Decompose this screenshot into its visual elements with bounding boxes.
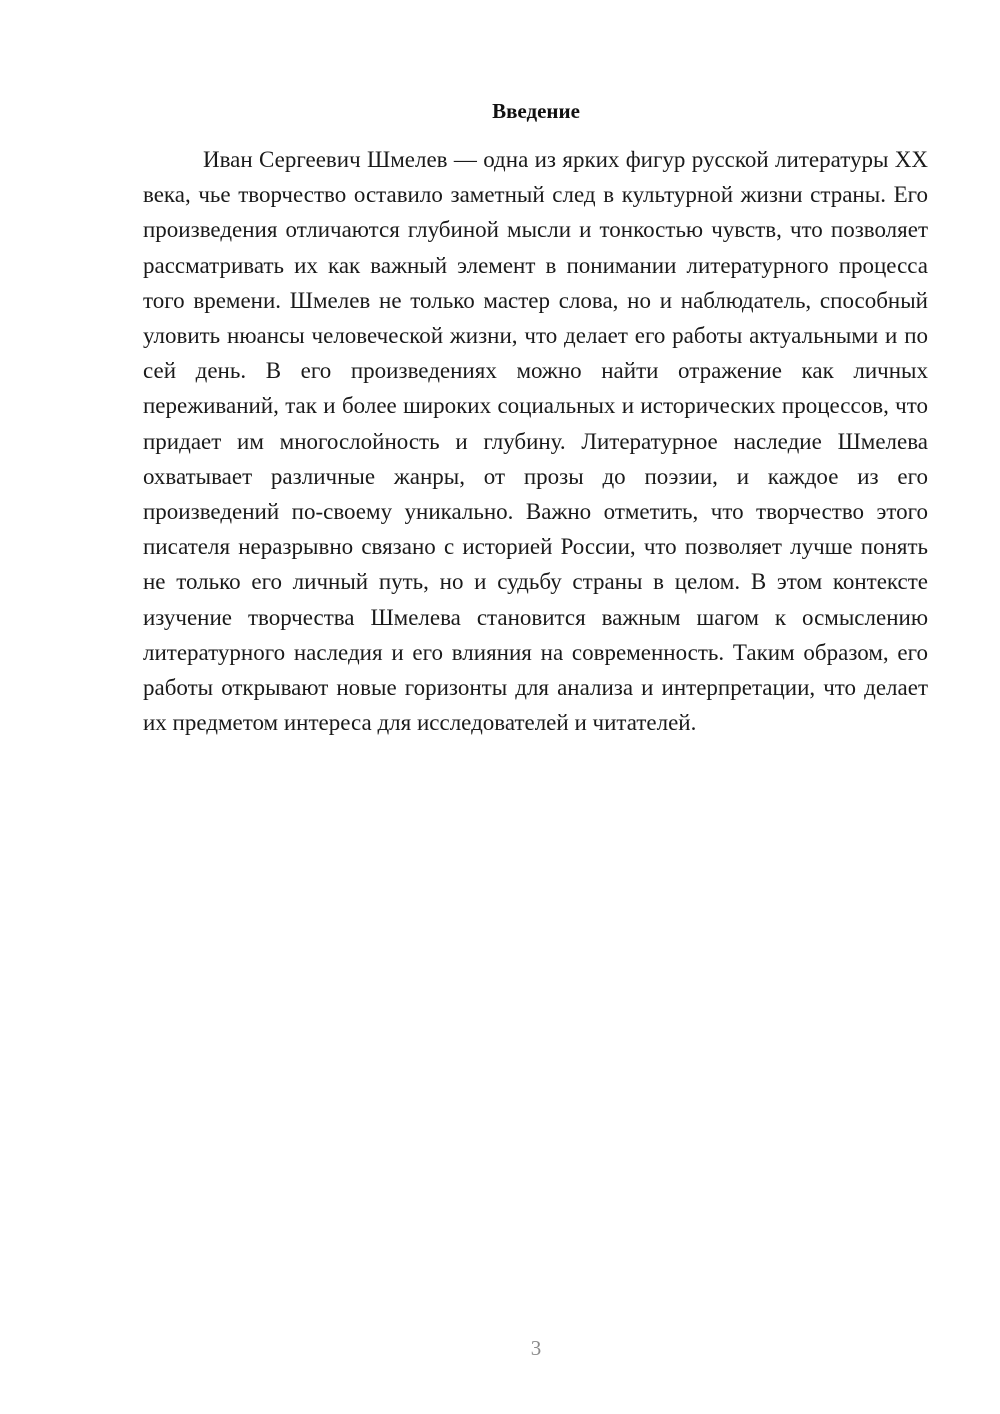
page-number: 3 xyxy=(530,1336,542,1360)
body-paragraph: Иван Сергеевич Шмелев — одна из ярких фигур русской литературы XX века, чье творчество оставило заметный след в культурной жизни страны. Его произведения отличаются глубиной мысли и тонкостью чувств, что позволяет рассматривать их как важный элемент в понимании литературного процесса того времени. Шмелев не только мастер слова, но и наблюдатель, способный уловить нюансы человеческой жизни, что делает его работы актуальными и по сей день. В его произведениях можно найти отражение как личных переживаний, так и более широких социальных и исторических процессов, что придает им многослойность и глубину. Литературное наследие Шмелева охватывает различные жанры, от прозы до поэзии, и каждое из его произведений по-своему уникально. Важно отметить, что творчество этого писателя неразрывно связано с историей России, что позволяет лучше понять не только его личный путь, но и судьбу страны в целом. В этом контексте изучение творчества Шмелева становится важным шагом к осмыслению литературного наследия и его влияния на современность. Таким образом, его работы открывают новые горизонты для анализа и интерпретации, что делает их предметом интереса для исследователей и читателей. xyxy=(143,147,928,736)
section-heading: Введение xyxy=(492,99,580,123)
